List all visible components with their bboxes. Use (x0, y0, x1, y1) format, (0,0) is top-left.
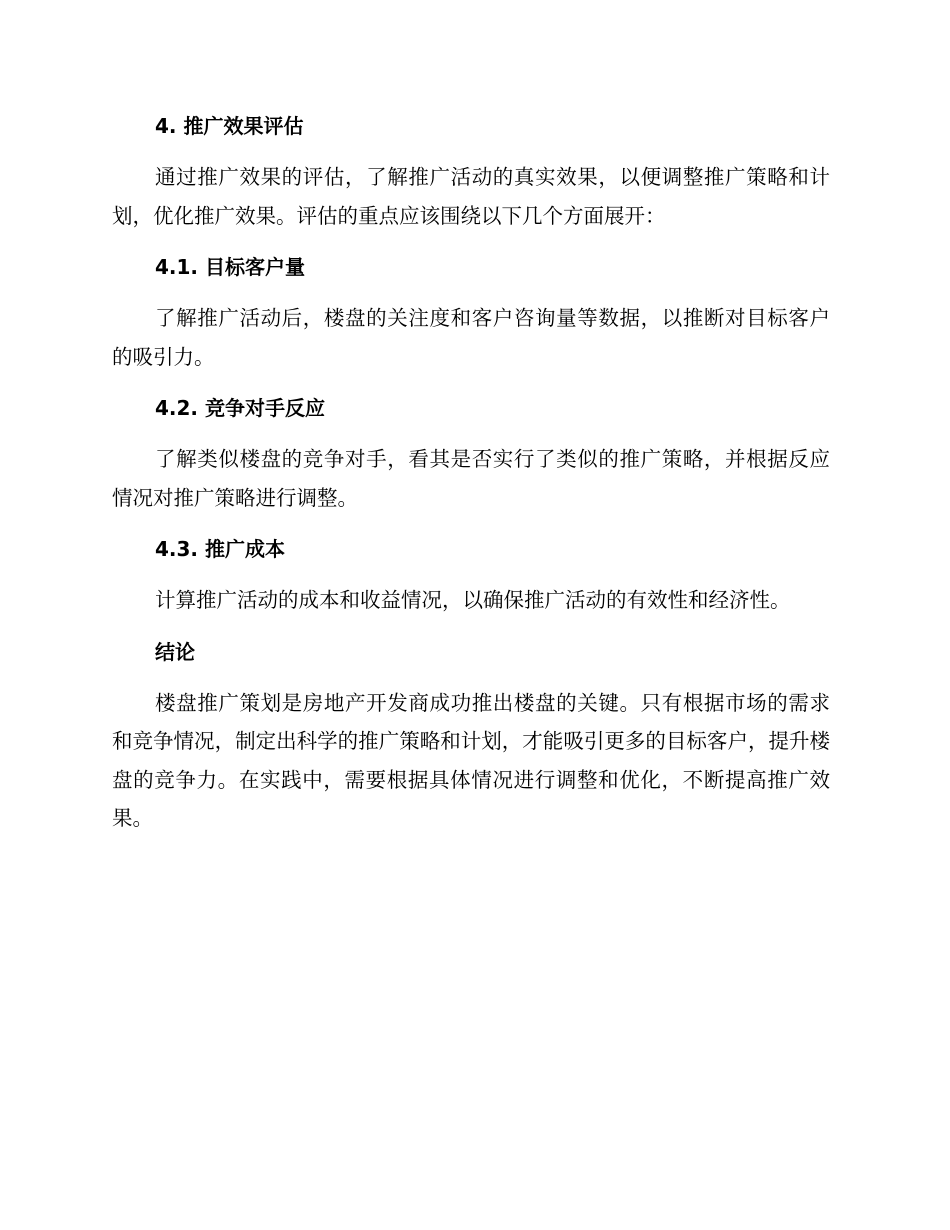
section-paragraph-conclusion: 楼盘推广策划是房地产开发商成功推出楼盘的关键。只有根据市场的需求和竞争情况，制定出科学的推广策略和计划，才能吸引更多的目标客户，提升楼盘的竞争力。在实践中，需要根据具体情况进行调整和优化，不断提高推广效果。 (112, 690, 830, 830)
section-paragraph-4-2: 了解类似楼盘的竞争对手，看其是否实行了类似的推广策略，并根据反应情况对推广策略进行调整。 (112, 447, 830, 510)
section-heading-4-3: 4.3. 推广成本 (155, 537, 285, 561)
section-heading-4-1: 4.1. 目标客户量 (155, 255, 305, 279)
section-heading-4: 4. 推广效果评估 (155, 114, 304, 138)
section-paragraph-4: 通过推广效果的评估，了解推广活动的真实效果，以便调整推广策略和计划，优化推广效果。评估的重点应该围绕以下几个方面展开： (112, 165, 830, 228)
section-heading-conclusion: 结论 (155, 639, 195, 664)
section-paragraph-4-1: 了解推广活动后，楼盘的关注度和客户咨询量等数据，以推断对目标客户的吸引力。 (112, 306, 830, 369)
section-heading-4-2: 4.2. 竞争对手反应 (155, 396, 325, 420)
document-body (112, 108, 830, 838)
section-paragraph-4-3: 计算推广活动的成本和收益情况，以确保推广活动的有效性和经济性。 (155, 588, 791, 612)
